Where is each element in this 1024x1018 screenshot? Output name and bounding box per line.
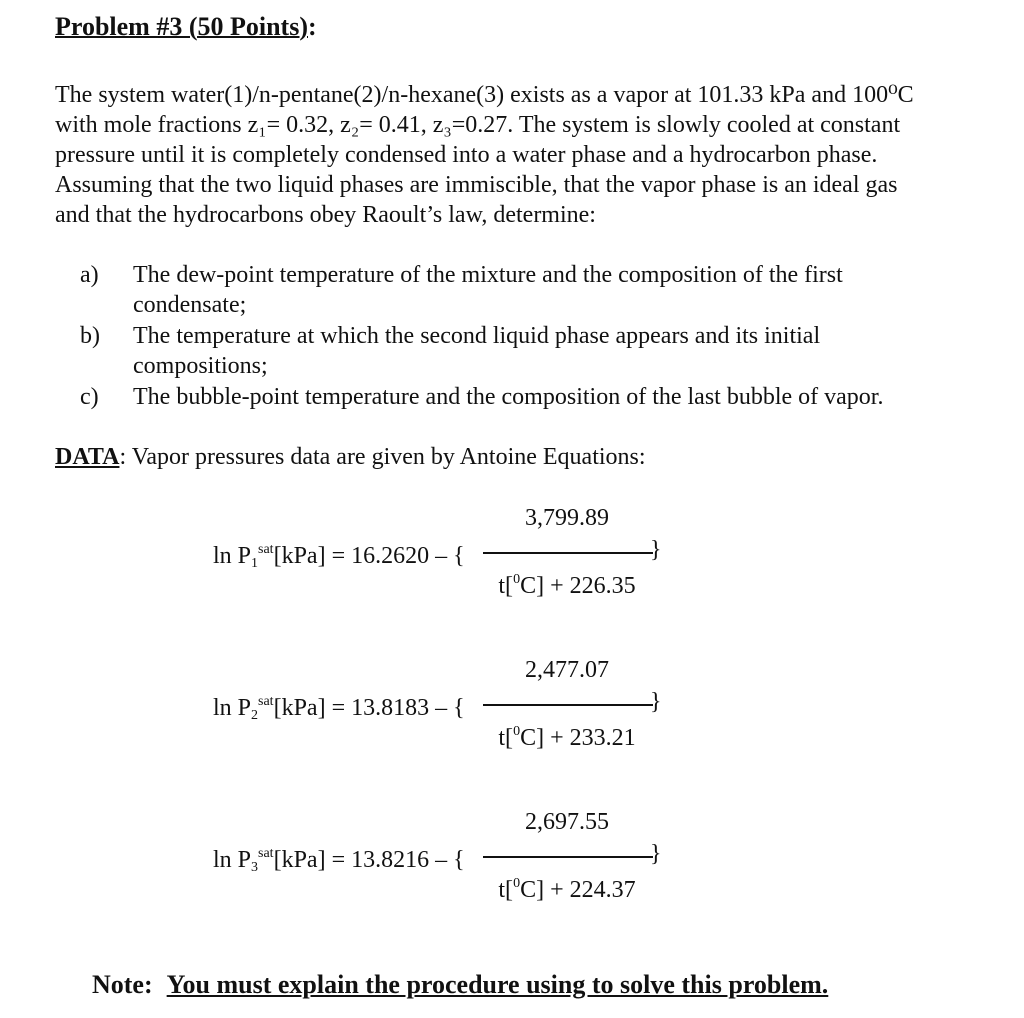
antoine-equation-2 (0, 657, 1024, 767)
problem-title (55, 12, 317, 42)
equation-lhs (213, 535, 465, 579)
item-label-c: c) (80, 384, 99, 410)
den-post: C] + 224.37 (520, 877, 636, 903)
den-sup: 0 (513, 572, 521, 587)
eq-sup: sat (258, 694, 274, 709)
close-brace: } (650, 689, 662, 715)
antoine-equation-1 (0, 505, 1024, 615)
eq-sub: 2 (251, 708, 259, 723)
eq-sub: 3 (251, 860, 259, 875)
fraction-bar (483, 856, 653, 858)
close-brace: } (650, 537, 662, 563)
item-b-line: compositions; (133, 353, 268, 379)
problem-title-text: Problem #3 (50 Points) (55, 12, 308, 41)
den-pre: t[ (498, 573, 514, 599)
paragraph-line: The system water(1)/n-pentane(2)/n-hexane(3) exists as a vapor at 101.33 kPa and 100⁰C (55, 82, 914, 108)
note-label: Note: (92, 970, 153, 999)
den-post: C] + 233.21 (520, 725, 636, 751)
data-label: DATA (55, 444, 120, 470)
paragraph-line: with mole fractions z₁= 0.32, z₂= 0.41, z₃=0.27. The system is slowly cooled at constant (55, 112, 901, 138)
item-b-line: The temperature at which the second liquid phase appears and its initial (133, 323, 821, 349)
denominator (487, 565, 647, 601)
fraction-bar (483, 704, 653, 706)
item-a-line: condensate; (133, 292, 247, 318)
denominator (487, 717, 647, 753)
den-sup: 0 (513, 876, 521, 891)
item-label-a: a) (80, 262, 99, 288)
eq-sup: sat (258, 846, 274, 861)
eq-pre: ln P (213, 695, 252, 721)
den-post: C] + 226.35 (520, 573, 636, 599)
eq-pre: ln P (213, 543, 252, 569)
item-a-line: The dew-point temperature of the mixture and the composition of the first (133, 262, 843, 288)
numerator: 2,697.55 (525, 809, 609, 835)
den-pre: t[ (498, 725, 514, 751)
fraction-bar (483, 552, 653, 554)
den-pre: t[ (498, 877, 514, 903)
item-c-line: The bubble-point temperature and the composition of the last bubble of vapor. (133, 384, 884, 410)
equation-lhs (213, 687, 465, 731)
eq-post: [kPa] = 13.8216 – { (273, 847, 465, 873)
paragraph-line: pressure until it is completely condensed into a water phase and a hydrocarbon phase. (55, 142, 878, 168)
eq-post: [kPa] = 13.8183 – { (273, 695, 465, 721)
title-colon: : (308, 12, 317, 41)
equation-lhs (213, 839, 465, 883)
item-label-b: b) (80, 323, 100, 349)
eq-pre: ln P (213, 847, 252, 873)
antoine-equation-3 (0, 809, 1024, 919)
note (92, 970, 828, 1000)
eq-sup: sat (258, 542, 274, 557)
paragraph-line: Assuming that the two liquid phases are immiscible, that the vapor phase is an ideal gas (55, 172, 898, 198)
data-heading (55, 442, 646, 472)
close-brace: } (650, 841, 662, 867)
numerator: 2,477.07 (525, 657, 609, 683)
eq-post: [kPa] = 16.2620 – { (273, 543, 465, 569)
eq-sub: 1 (251, 556, 259, 571)
paragraph-line: and that the hydrocarbons obey Raoult’s law, determine: (55, 202, 596, 228)
den-sup: 0 (513, 724, 521, 739)
data-text: : Vapor pressures data are given by Antoine Equations: (119, 444, 646, 470)
denominator (487, 869, 647, 905)
note-text: You must explain the procedure using to solve this problem. (166, 970, 829, 999)
numerator: 3,799.89 (525, 505, 609, 531)
